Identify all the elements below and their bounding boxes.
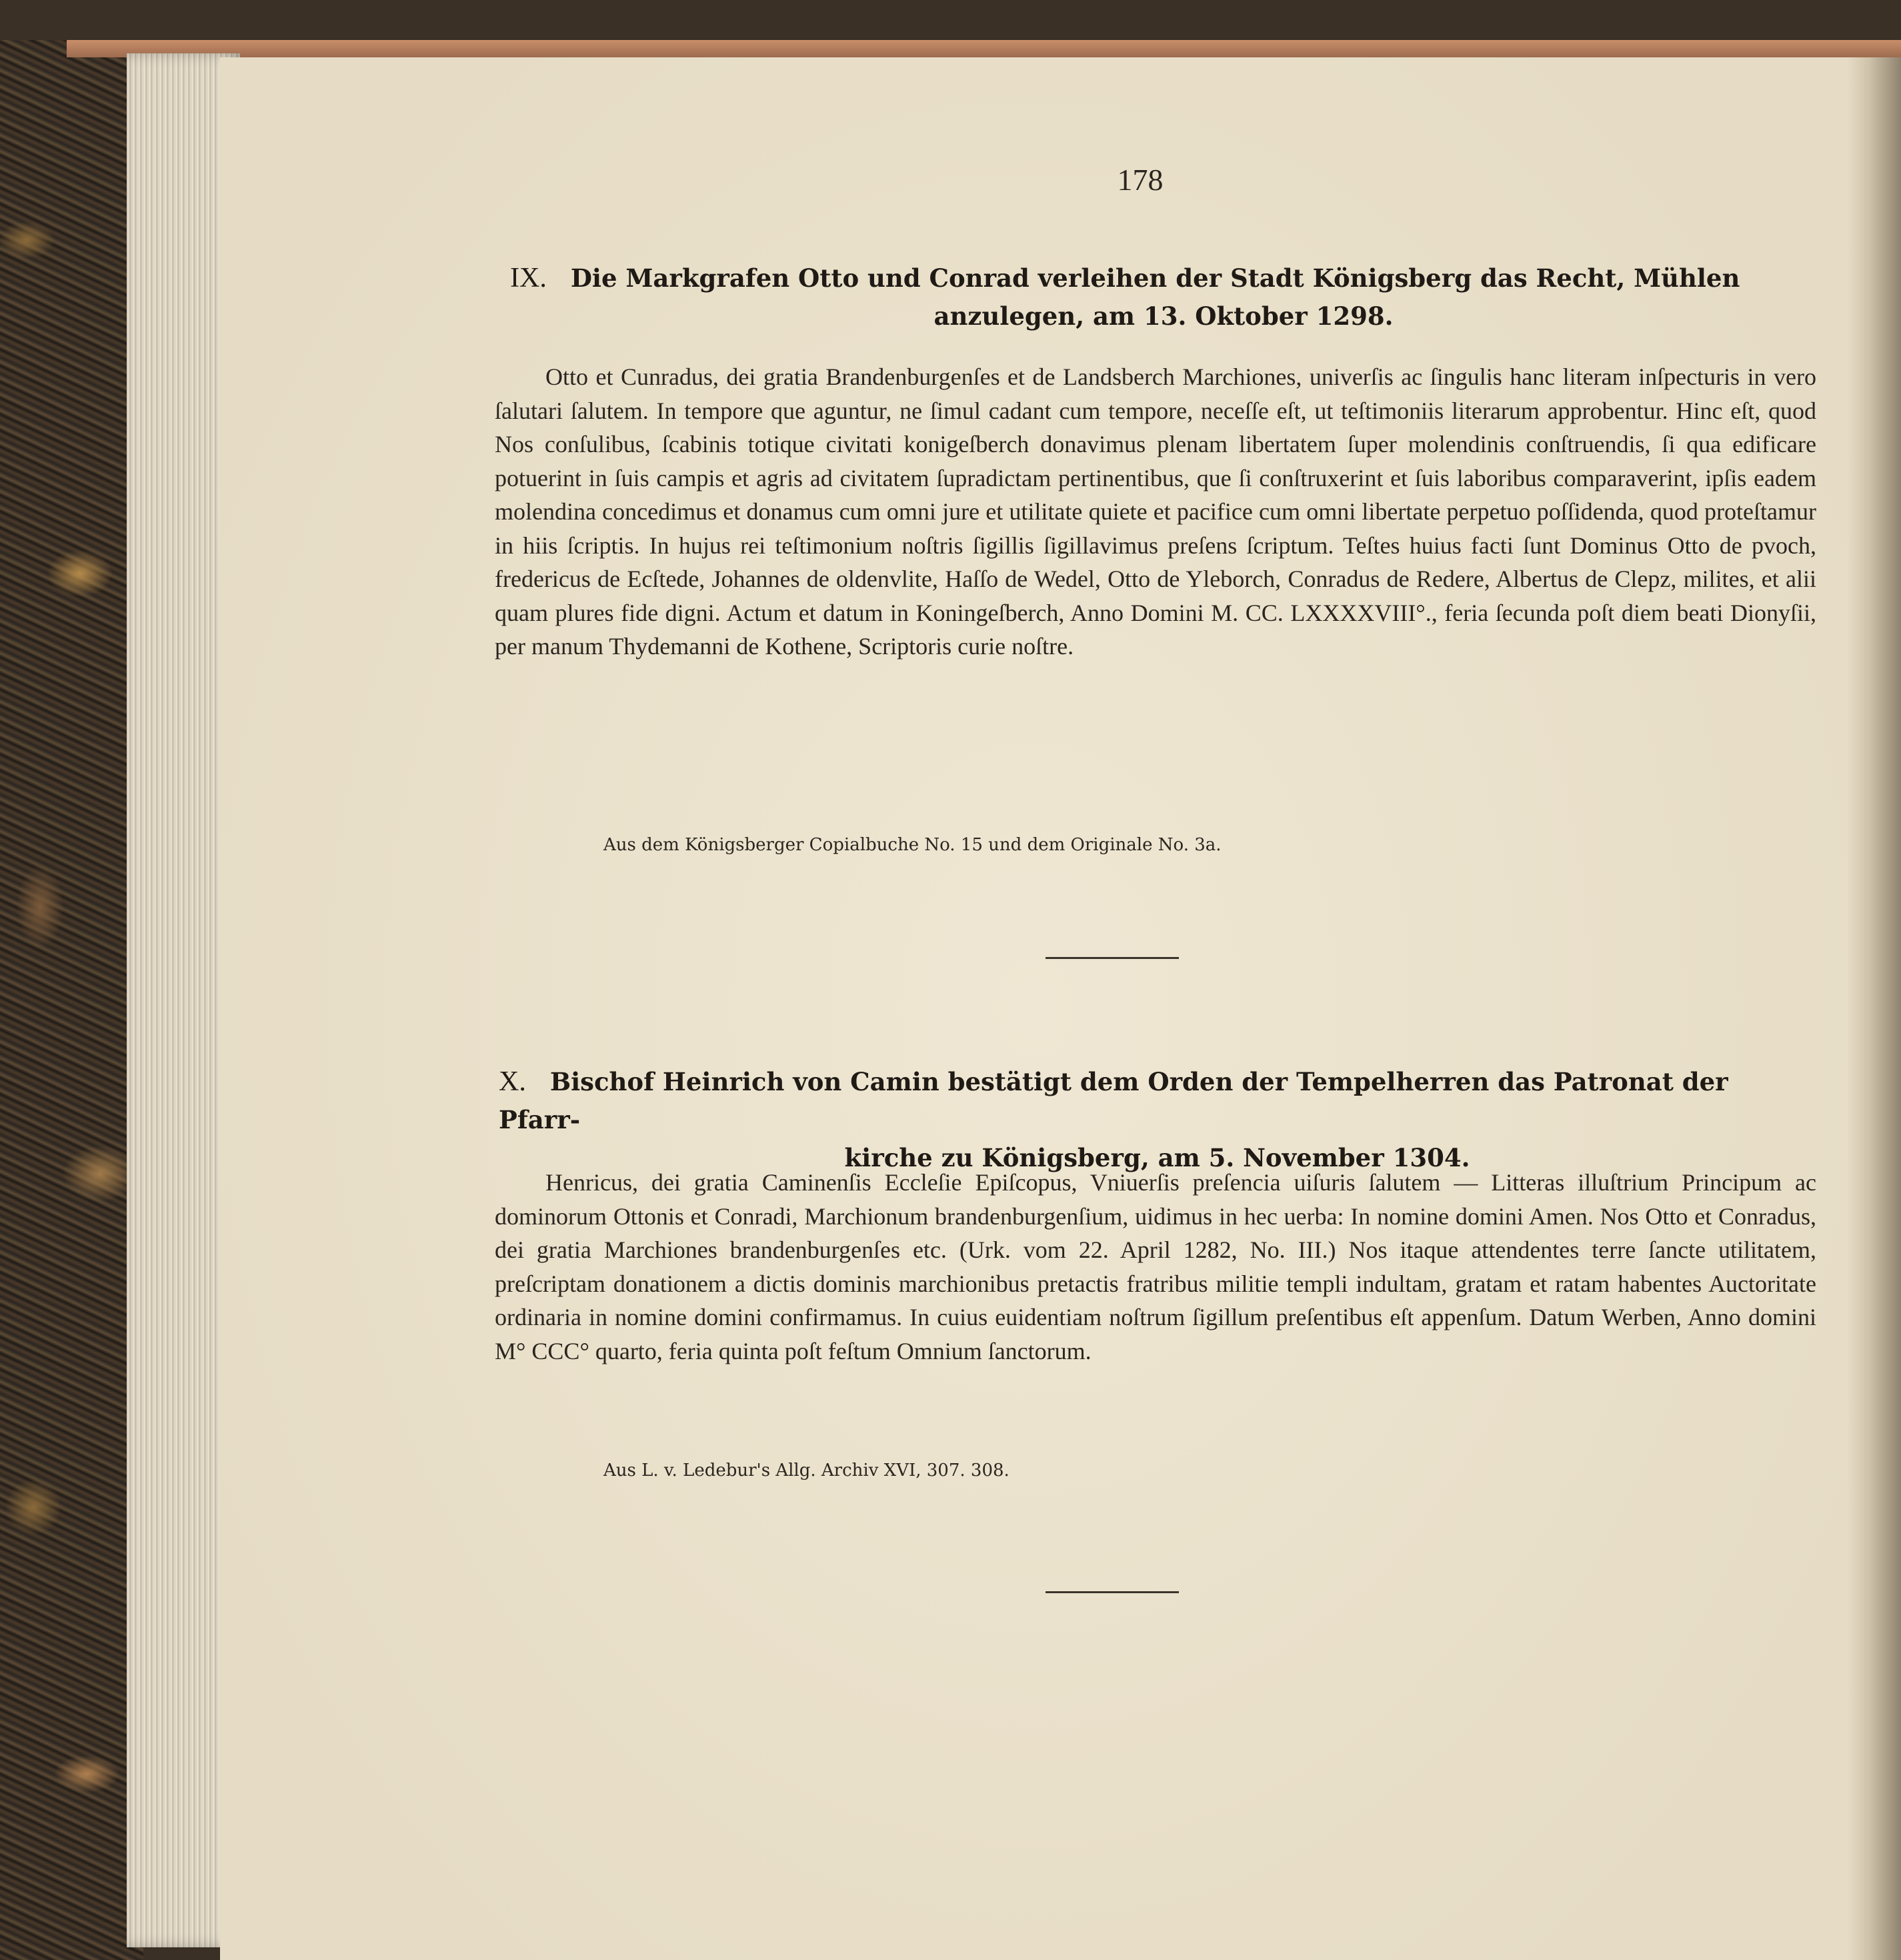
section-x-title-line2: kirche zu Königsberg, am 5. November 1304.	[844, 1143, 1470, 1172]
book-cover-top-edge	[67, 40, 1901, 57]
section-x-source: Aus L. v. Ledebur's Allg. Archiv XVI, 307. 308.	[603, 1460, 1010, 1481]
book-cover-marbled-edge	[0, 40, 143, 1960]
section-x-heading	[499, 1063, 1816, 1177]
section-divider	[1046, 957, 1179, 959]
section-ix-title-line2: anzulegen, am 13. Oktober 1298.	[933, 301, 1394, 331]
section-ix-paragraph: Otto et Cunradus, dei gratia Brandenburgenſes et de Landsberch Marchiones, univerſis ac ſingulis hanc literam inſpecturis in vero ſalutari ſalutem. In tempore que aguntur, ne ſimul cadant cum tempore, neceſſe eſt, ut teſtimoniis literarum approbentur. Hinc eſt, quod Nos conſulibus, ſcabinis totique civitati konigeſberch donavimus plenam libertatem ſuper molendinis conſtruendis, ſi qua edificare potuerint in ſuis campis et agris ad civitatem ſupradictam pertinentibus, que ſi conſtruxerint et ſuis laboribus comparaverint, ipſis eadem molendina concedimus et donamus cum omni jure et utilitate quiete et pacifice cum omni libertate perpetuo poſſidenda, quod proteſtamur in hiis ſcriptis. In hujus rei teſtimonium noſtris ſigillis ſigillavimus preſens ſcriptum. Teſtes huius facti ſunt Dominus Otto de pvoch, fredericus de Ecſtede, Johannes de oldenvlite, Haſſo de Wedel, Otto de Yleborch, Conradus de Redere, Albertus de Clepz, milites, et alii quam plures fide digni. Actum et datum in Koningeſberch, Anno Domini M. CC. LXXXXVIII°., feria ſecunda poſt diem beati Dionyſii, per manum Thydemanni de Kothene, Scriptoris curie noſtre.	[495, 363, 1816, 660]
book-spine-edge	[1847, 57, 1901, 1960]
book-page	[220, 57, 1848, 1960]
section-ix-heading	[510, 259, 1817, 335]
section-x-title-line1: Bischof Heinrich von Camin bestätigt dem Orden der Tempelherren das Patronat der Pfarr-	[499, 1067, 1728, 1134]
section-ix-source: Aus dem Königsberger Copialbuche No. 15 und dem Originale No. 3a.	[603, 835, 1222, 855]
section-ix-body	[495, 360, 1816, 664]
section-x-number: X.	[499, 1066, 526, 1097]
section-ix-title-line1: Die Markgrafen Otto und Conrad verleihen der Stadt Königsberg das Recht, Mühlen	[570, 263, 1740, 293]
page-number: 178	[1117, 163, 1164, 197]
bottom-divider	[1046, 1591, 1179, 1593]
section-x-paragraph: Henricus, dei gratia Caminenſis Eccleſie Epiſcopus, Vniuerſis preſencia uiſuris ſalutem — Litteras illuſtrium Principum ac dominorum Ottonis et Conradi, Marchionum brandenburgenſium, uidimus in hec uerba: In nomine domini Amen. Nos Otto et Conradus, dei gratia Marchiones brandenburgenſes etc. (Urk. vom 22. April 1282, No. III.) Nos itaque attendentes terre ſancte utilitatem, preſcriptam donationem a dictis dominis marchionibus pretactis fratribus militie templi indultam, gratam et ratam habentes Auctoritate ordinaria in nomine domini confirmamus. In cuius euidentiam noſtrum ſigillum preſentibus eſt appenſum. Datum Werben, Anno domini M° CCC° quarto, feria quinta poſt feſtum Omnium ſanctorum.	[495, 1169, 1816, 1364]
section-ix-number: IX.	[510, 263, 547, 293]
section-x-body	[495, 1166, 1816, 1368]
